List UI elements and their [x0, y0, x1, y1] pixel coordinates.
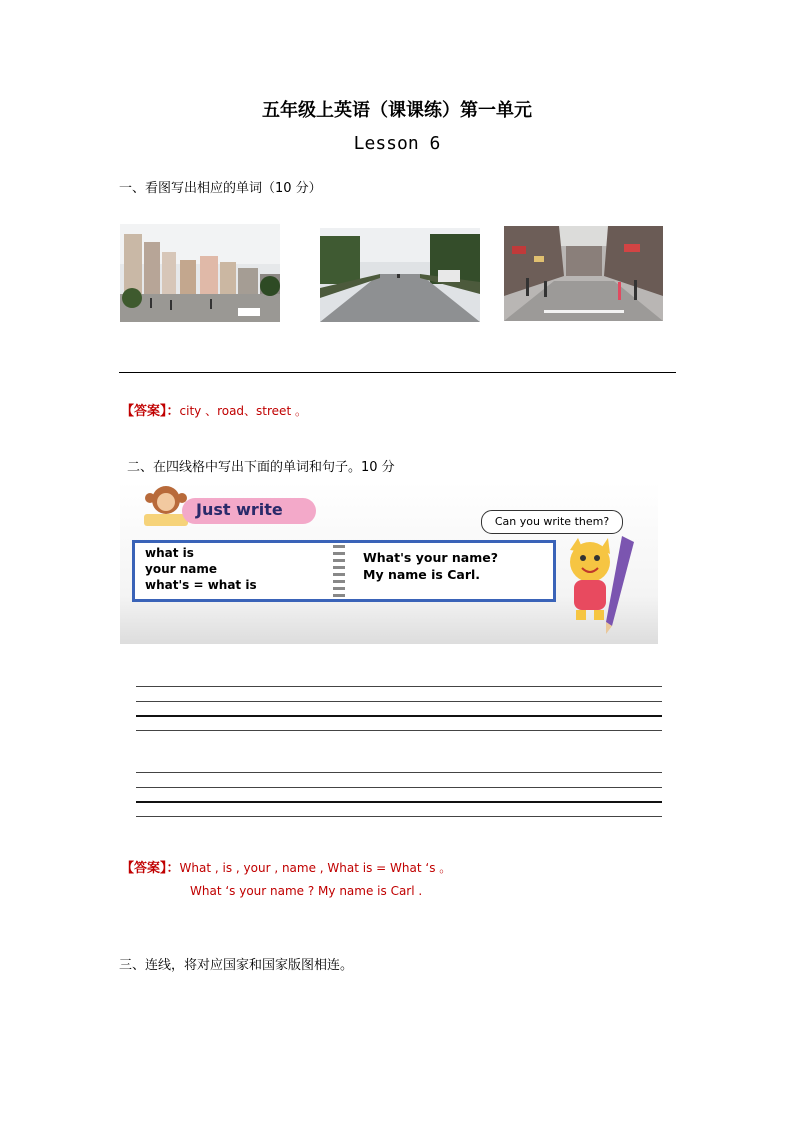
word-card	[132, 540, 556, 602]
grid2-line1	[136, 772, 662, 773]
grid1-line1	[136, 686, 662, 687]
answer-line2: What ‘s your name ? My name is Carl .	[190, 884, 423, 898]
card-left-line: what's = what is	[145, 578, 257, 592]
section3-heading: 三、连线，将对应国家和国家版图相连。	[119, 958, 354, 973]
answer-tag: 【答案】：	[121, 861, 180, 876]
grid1-line4	[136, 730, 662, 731]
section1-answer	[121, 400, 307, 419]
speech-bubble: Can you write them?	[481, 510, 623, 534]
banner-title: Just write	[196, 500, 283, 519]
answer-tag: 【答案】：	[121, 404, 180, 419]
card-right-line: What's your name?	[363, 550, 498, 565]
card-right-line: My name is Carl.	[363, 567, 481, 582]
grid2-line3	[136, 801, 662, 803]
road-photo	[320, 228, 480, 322]
just-write-illustration	[120, 482, 658, 644]
section1-heading: 一、看图写出相应的单词（10 分）	[119, 181, 322, 196]
card-right	[363, 549, 498, 583]
answer-line1: What , is , your , name , What is = What ‘s 。	[179, 861, 452, 875]
grid1-line2	[136, 701, 662, 702]
section2-heading: 二、在四线格中写出下面的单词和句子。10 分	[127, 460, 395, 475]
grid2-line2	[136, 787, 662, 788]
card-left-line: what is	[145, 546, 194, 560]
grid2-line4	[136, 816, 662, 817]
page-title: 五年级上英语（课课练）第一单元	[262, 100, 532, 121]
lesson-subtitle: Lesson 6	[353, 133, 441, 154]
card-left	[145, 545, 257, 593]
street-photo	[504, 226, 663, 321]
spiral-binding	[333, 545, 345, 597]
card-left-line: your name	[145, 562, 217, 576]
cat-with-pencil-icon	[556, 536, 656, 636]
city-photo	[120, 224, 280, 322]
grid1-line3	[136, 715, 662, 717]
section2-answer	[121, 857, 451, 876]
answer-line	[119, 372, 676, 373]
answer-text: city 、road、street 。	[179, 404, 307, 418]
